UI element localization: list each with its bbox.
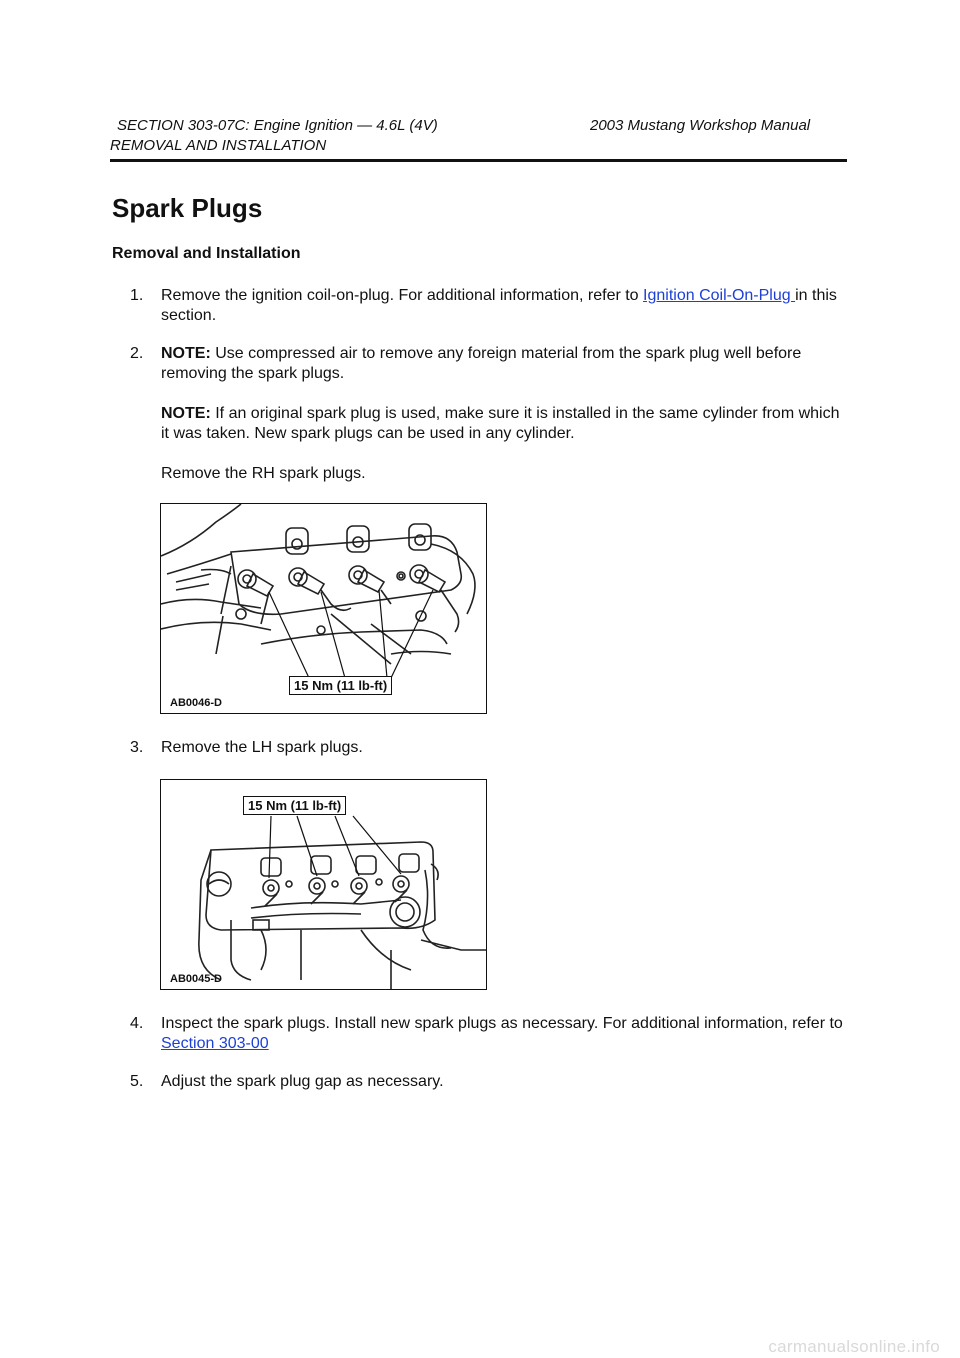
section-303-00-link[interactable]: Section 303-00 xyxy=(161,1035,269,1052)
step-2-text: Remove the RH spark plugs. xyxy=(161,465,366,482)
header-divider xyxy=(110,159,847,162)
page-title: Spark Plugs xyxy=(112,193,263,223)
figure-id: AB0046-D xyxy=(170,697,222,709)
note-original-plug: NOTE: If an original spark plug is used, make sure it is installed in the same cylinder from which it was taken. New spark plugs can be used in any cylinder. xyxy=(161,405,840,442)
torque-label: 15 Nm (11 lb-ft) xyxy=(243,796,346,815)
header-subsection: REMOVAL AND INSTALLATION xyxy=(110,137,327,154)
step-number: 4. xyxy=(130,1015,144,1032)
header-section-title: SECTION 303-07C: Engine Ignition — 4.6L (4V) xyxy=(117,117,438,134)
torque-label: 15 Nm (11 lb-ft) xyxy=(289,676,392,695)
ignition-coil-on-plug-link[interactable]: Ignition Coil-On-Plug xyxy=(643,287,796,304)
rh-spark-plug-figure xyxy=(160,503,487,714)
figure-id: AB0045-D xyxy=(170,973,222,985)
step-number: 5. xyxy=(130,1073,144,1090)
page-subtitle: Removal and Installation xyxy=(112,245,301,262)
watermark-text: carmanualsonline.info xyxy=(768,1336,940,1356)
step-1-text: Remove the ignition coil-on-plug. For additional information, refer to Ignition Coil-On-Plug in this section. xyxy=(161,287,837,324)
header-manual-title: 2003 Mustang Workshop Manual xyxy=(590,117,811,134)
step-4-text: Inspect the spark plugs. Install new spark plugs as necessary. For additional information, refer to Section 303-00 xyxy=(161,1015,843,1052)
step-5-text: Adjust the spark plug gap as necessary. xyxy=(161,1073,444,1090)
lh-spark-plug-figure xyxy=(160,779,487,990)
watermark xyxy=(0,1335,960,1358)
step-number: 1. xyxy=(130,287,144,304)
step-number: 2. xyxy=(130,345,144,362)
step-3-text: Remove the LH spark plugs. xyxy=(161,739,363,756)
step-number: 3. xyxy=(130,739,144,756)
note-compressed-air: NOTE: Use compressed air to remove any foreign material from the spark plug well before removing the spark plugs. xyxy=(161,345,802,382)
